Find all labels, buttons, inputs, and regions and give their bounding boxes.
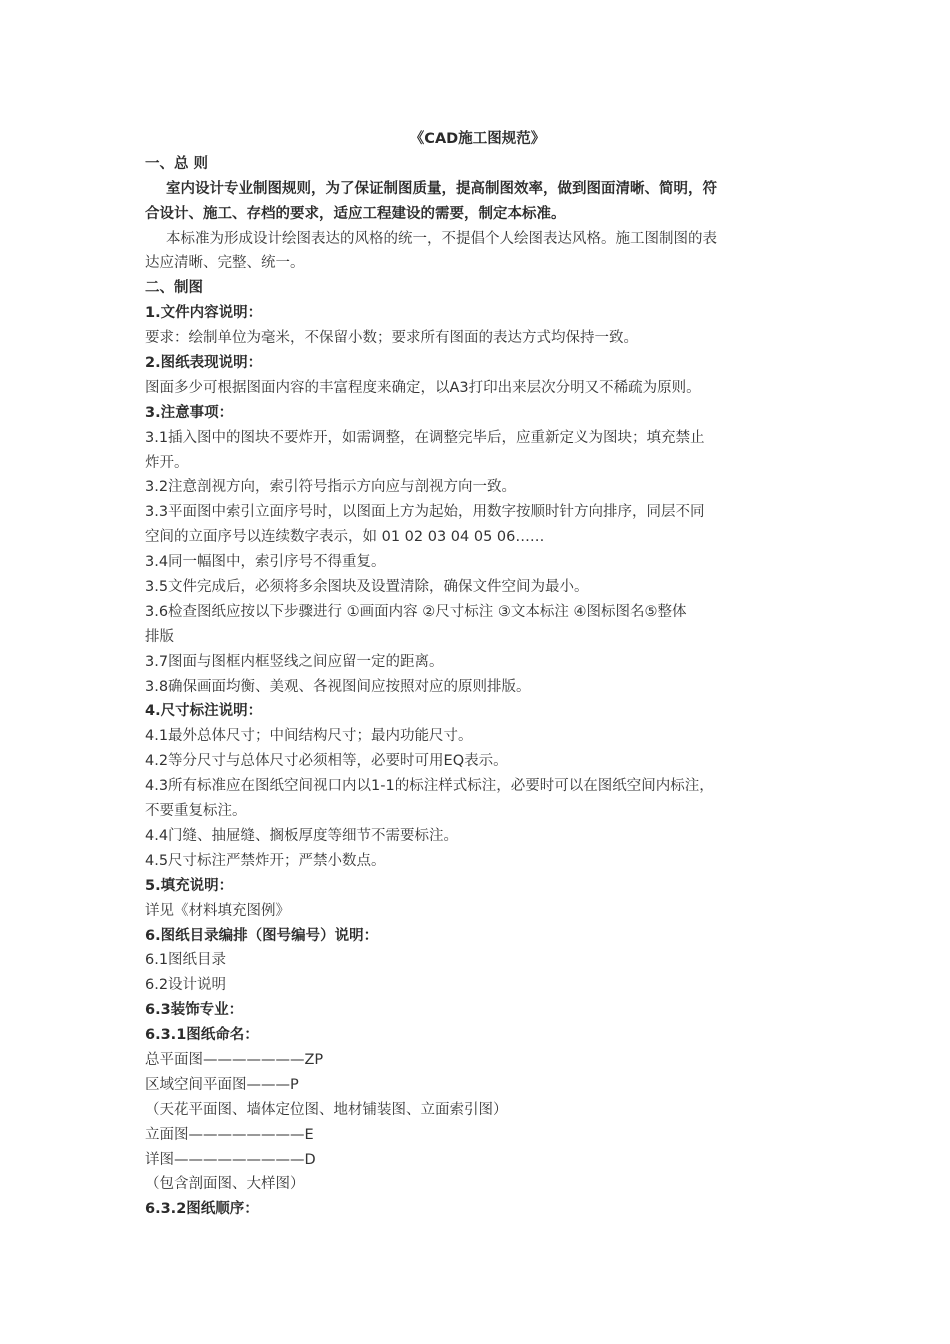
heading-line: 6.图纸目录编排（图号编号）说明： (145, 927, 379, 944)
heading-line: 1.文件内容说明： (145, 305, 263, 322)
text-line: 3.3平面图中索引立面序号时，以图面上方为起始，用数字按顺时针方向排序，同层不同 (145, 504, 705, 521)
text-line: 达应清晰、完整、统一。 (145, 255, 305, 272)
text-line: 4.2等分尺寸与总体尺寸必须相等，必要时可用EQ表示。 (145, 753, 508, 770)
heading-line: 一、总 则 (145, 155, 209, 172)
text-line: 本标准为形成设计绘图表达的风格的统一，不提倡个人绘图表达风格。施工图制图的表 (166, 230, 717, 247)
heading-line: 6.3装饰专业： (145, 1002, 244, 1019)
text-line: 4.5尺寸标注严禁炸开；严禁小数点。 (145, 852, 386, 869)
text-line: （天花平面图、墙体定位图、地材铺装图、立面索引图） (145, 1101, 508, 1118)
text-line: 总平面图———————ZP (145, 1051, 324, 1068)
text-line: 图面多少可根据图面内容的丰富程度来确定，以A3打印出来层次分明又不稀疏为原则。 (145, 379, 701, 396)
text-line: 要求：绘制单位为毫米，不保留小数；要求所有图面的表达方式均保持一致。 (145, 330, 638, 347)
text-line: 4.1最外总体尺寸；中间结构尺寸；最内功能尺寸。 (145, 728, 473, 745)
heading-line: 合设计、施工、存档的要求，适应工程建设的需要，制定本标准。 (145, 205, 566, 222)
heading-line: 2.图纸表现说明： (145, 355, 263, 372)
text-line: 立面图————————E (145, 1126, 314, 1143)
text-line: 4.3所有标准应在图纸空间视口内以1-1的标注样式标注，必要时可以在图纸空间内标注， (145, 778, 714, 795)
text-line: 空间的立面序号以连续数字表示，如 01 02 03 04 05 06…… (145, 529, 545, 546)
text-line: （包含剖面图、大样图） (145, 1176, 305, 1193)
text-line: 炸开。 (145, 454, 189, 471)
text-line: 4.4门缝、抽屉缝、搁板厚度等细节不需要标注。 (145, 827, 459, 844)
heading-line: 6.3.2图纸顺序： (145, 1201, 259, 1218)
document-title: 《CAD施工图规范》 (409, 131, 546, 147)
text-line: 6.2设计说明 (145, 977, 227, 994)
text-line: 3.8确保画面均衡、美观、各视图间应按照对应的原则排版。 (145, 678, 531, 695)
heading-line: 6.3.1图纸命名： (145, 1027, 259, 1044)
heading-line: 二、制图 (145, 280, 203, 297)
text-line: 3.4同一幅图中，索引序号不得重复。 (145, 554, 386, 571)
heading-line: 5.填充说明： (145, 877, 234, 894)
heading-line: 3.注意事项： (145, 404, 234, 421)
text-line: 详见《材料填充图例》 (145, 902, 290, 919)
text-line: 不要重复标注。 (145, 803, 247, 820)
text-line: 3.7图面与图框内框竖线之间应留一定的距离。 (145, 653, 444, 670)
text-line: 3.1插入图中的图块不要炸开，如需调整，在调整完毕后，应重新定义为图块；填充禁止 (145, 429, 705, 446)
text-line: 详图—————————D (145, 1151, 316, 1168)
text-line: 3.6检查图纸应按以下步骤进行 ①画面内容 ②尺寸标注 ③文本标注 ④图标图名⑤整体 (145, 603, 687, 620)
text-line: 3.5文件完成后，必须将多余图块及设置清除，确保文件空间为最小。 (145, 579, 589, 596)
text-line: 排版 (145, 628, 174, 645)
text-line: 6.1图纸目录 (145, 952, 227, 969)
document-page (145, 127, 810, 1222)
text-line: 区域空间平面图———P (145, 1076, 299, 1093)
heading-line: 室内设计专业制图规则，为了保证制图质量，提高制图效率，做到图面清晰、简明，符 (166, 180, 717, 197)
text-line: 3.2注意剖视方向，索引符号指示方向应与剖视方向一致。 (145, 479, 517, 496)
heading-line: 4.尺寸标注说明： (145, 703, 263, 720)
document-body (145, 152, 810, 1222)
